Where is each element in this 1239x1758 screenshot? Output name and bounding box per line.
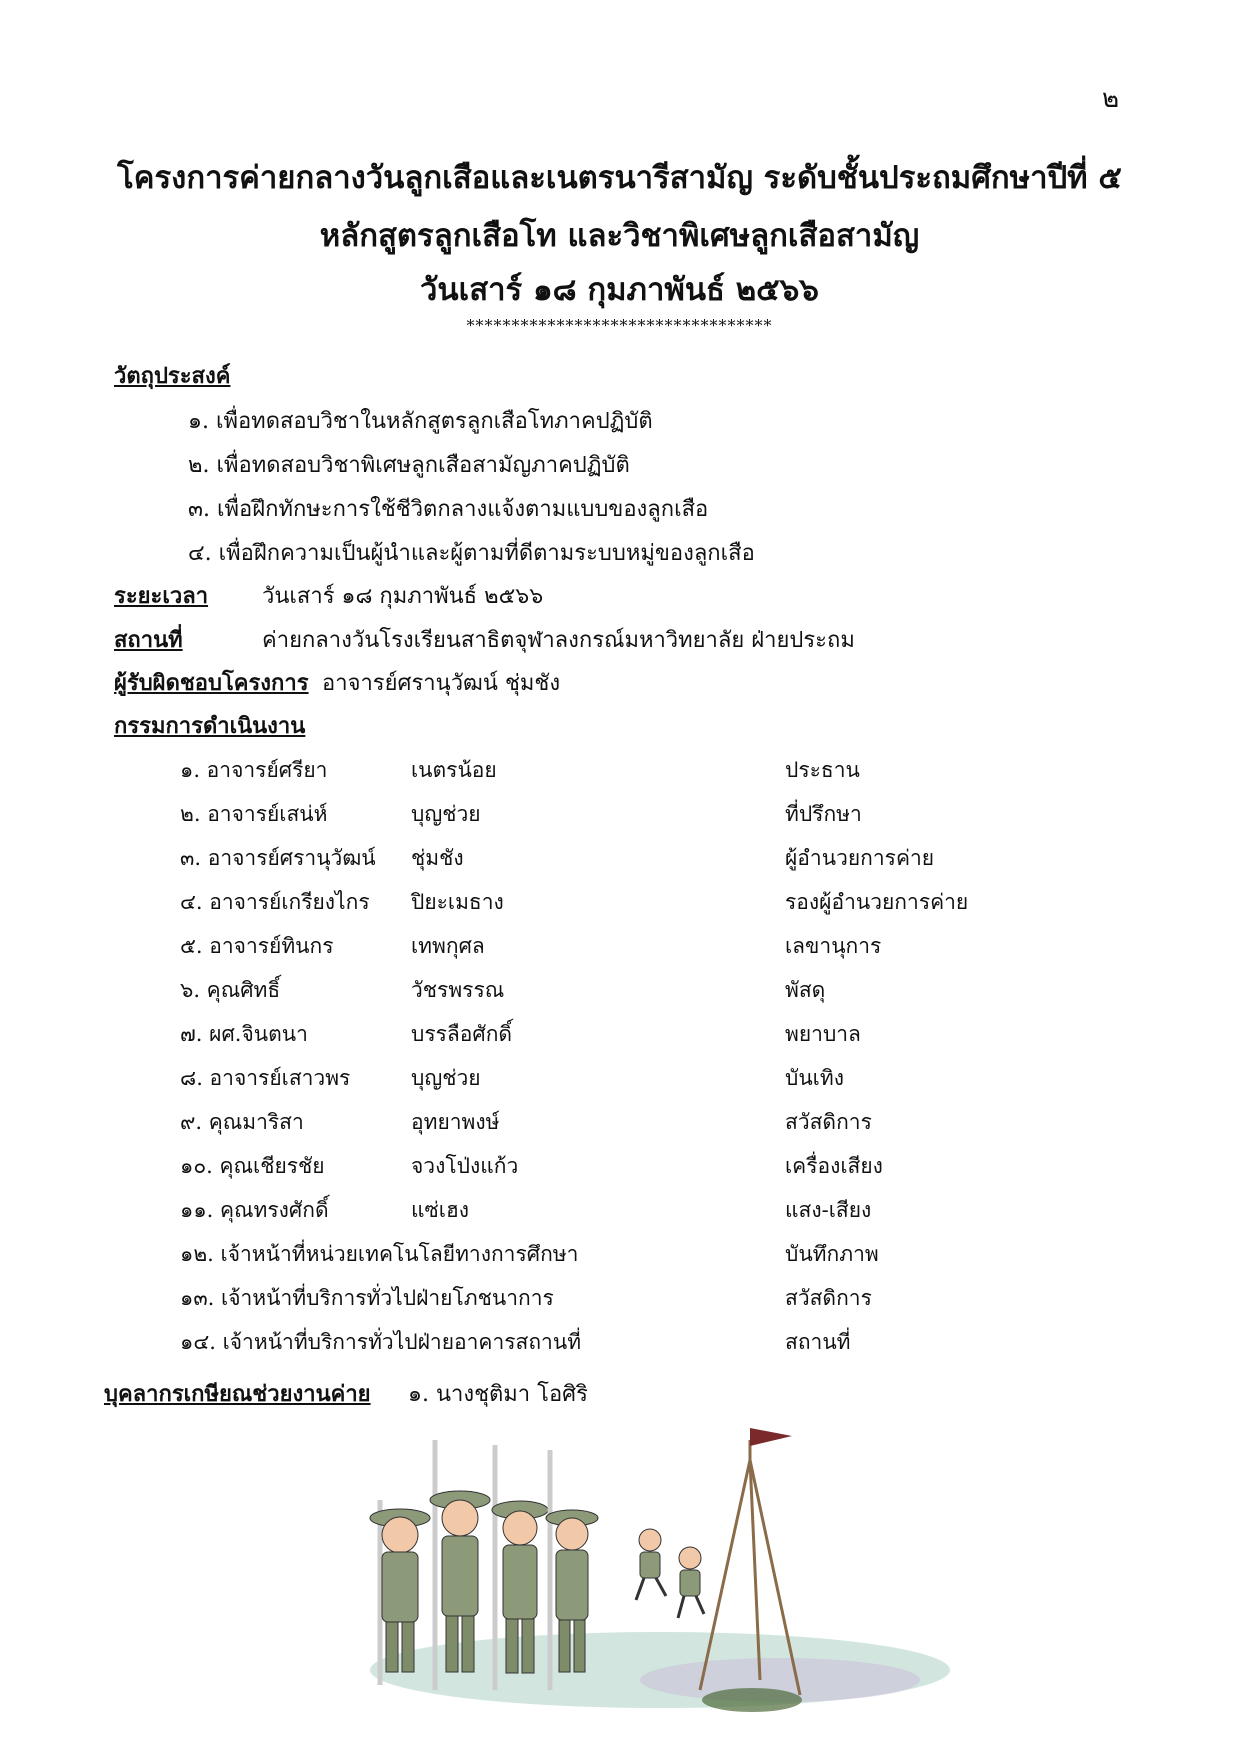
member-role: สวัสดิการ [785, 1286, 872, 1310]
member-role: พยาบาล [785, 1022, 861, 1046]
member-role: ผู้อำนวยการค่าย [785, 846, 935, 870]
retired-staff-value: ๑. นางชุติมา โอศิริ [408, 1382, 588, 1407]
responsible-label: ผู้รับผิดชอบโครงการ [114, 670, 309, 696]
committee-row [180, 1238, 1040, 1270]
member-surname: ชุ่มชัง [411, 846, 464, 870]
title-line-3: วันเสาร์ ๑๘ กุมภาพันธ์ ๒๕๖๖ [420, 272, 819, 308]
running-scout-icon [678, 1547, 704, 1618]
committee-row [180, 930, 1040, 962]
member-role: แสง-เสียง [785, 1198, 872, 1222]
member-role: พัสดุ [785, 978, 826, 1002]
objective-item: ๒. เพื่อทดสอบวิชาพิเศษลูกเสือสามัญภาคปฏิบัติ [188, 453, 630, 478]
member-name: ๑๔. เจ้าหน้าที่บริการทั่วไปฝ่ายอาคารสถานที่ [180, 1330, 582, 1354]
title-line-1: โครงการค่ายกลางวันลูกเสือและเนตรนารีสามัญ ระดับชั้นประถมศึกษาปีที่ ๕ [117, 160, 1122, 196]
member-role: เลขานุการ [785, 934, 882, 958]
committee-row [180, 798, 1040, 830]
committee-row [180, 842, 1040, 874]
committee-row [180, 974, 1040, 1006]
member-name: ๖. คุณศิทธิ์ [180, 978, 281, 1002]
member-surname: บุญช่วย [411, 1066, 481, 1090]
separator: ********************************** [466, 316, 773, 335]
objective-item: ๔. เพื่อฝึกความเป็นผู้นำและผู้ตามที่ดีตามระบบหมู่ของลูกเสือ [188, 541, 755, 566]
committee-row [180, 1282, 1040, 1314]
scouts-illustration [360, 1400, 950, 1720]
member-surname: บุญช่วย [411, 802, 481, 826]
member-role: รองผู้อำนวยการค่าย [785, 890, 969, 914]
member-name: ๑๓. เจ้าหน้าที่บริการทั่วไปฝ่ายโภชนาการ [180, 1286, 554, 1310]
committee-row [180, 1062, 1040, 1094]
member-role: บันเทิง [785, 1066, 844, 1090]
member-name: ๙. คุณมาริสา [180, 1110, 304, 1134]
member-name: ๓. อาจารย์ศรานุวัฒน์ [180, 846, 376, 870]
member-surname: เนตรน้อย [411, 758, 497, 782]
committee-row [180, 754, 1040, 786]
member-role: ที่ปรึกษา [785, 802, 862, 826]
committee-row [180, 886, 1040, 918]
objectives-label: วัตถุประสงค์ [114, 363, 231, 389]
title-line-2: หลักสูตรลูกเสือโท และวิชาพิเศษลูกเสือสามัญ [319, 218, 920, 254]
member-surname: อุทยาพงษ์ [411, 1110, 500, 1134]
member-name: ๗. ผศ.จินตนา [180, 1022, 308, 1046]
retired-staff-label: บุคลากรเกษียณช่วยงานค่าย [104, 1381, 371, 1407]
member-name: ๒. อาจารย์เสน่ห์ [180, 802, 328, 826]
member-surname: เทพกุศล [411, 934, 485, 958]
member-name: ๕. อาจารย์ทินกร [180, 934, 334, 958]
member-surname: บรรลือศักดิ์ [411, 1022, 513, 1046]
member-surname: วัชรพรรณ [411, 978, 505, 1002]
member-name: ๑. อาจารย์ศรียา [180, 758, 328, 782]
member-name: ๑๐. คุณเชียรชัย [180, 1154, 325, 1178]
member-role: เครื่องเสียง [785, 1154, 883, 1178]
running-scout-icon [636, 1529, 666, 1600]
committee-row [180, 1106, 1040, 1138]
member-role: สถานที่ [785, 1330, 851, 1354]
objective-item: ๓. เพื่อฝึกทักษะการใช้ชีวิตกลางแจ้งตามแบบของลูกเสือ [188, 497, 709, 522]
committee-row [180, 1194, 1040, 1226]
objective-item: ๑. เพื่อทดสอบวิชาในหลักสูตรลูกเสือโทภาคปฏิบัติ [188, 409, 653, 434]
member-name: ๘. อาจารย์เสาวพร [180, 1066, 351, 1090]
member-name: ๔. อาจารย์เกรียงไกร [180, 890, 370, 914]
venue-label: สถานที่ [114, 627, 183, 653]
member-surname: ปิยะเมธาง [411, 890, 504, 914]
member-surname: แซ่เฮง [411, 1198, 470, 1222]
page-number: ๒ [1102, 84, 1120, 114]
member-role: สวัสดิการ [785, 1110, 872, 1134]
member-role: บันทึกภาพ [785, 1242, 879, 1266]
committee-row [180, 1150, 1040, 1182]
member-name: ๑๒. เจ้าหน้าที่หน่วยเทคโนโลยีทางการศึกษา [180, 1242, 579, 1266]
committee-row [180, 1326, 1040, 1358]
committee-row [180, 1018, 1040, 1050]
responsible-value: อาจารย์ศรานุวัฒน์ ชุ่มชัง [322, 671, 561, 696]
duration-value: วันเสาร์ ๑๘ กุมภาพันธ์ ๒๕๖๖ [262, 584, 544, 609]
duration-label: ระยะเวลา [114, 583, 209, 609]
member-role: ประธาน [785, 758, 860, 782]
committee-label: กรรมการดำเนินงาน [114, 713, 306, 739]
member-name: ๑๑. คุณทรงศักดิ์ [180, 1198, 329, 1222]
venue-value: ค่ายกลางวันโรงเรียนสาธิตจุฬาลงกรณ์มหาวิทยาลัย ฝ่ายประถม [262, 628, 855, 653]
member-surname: จวงโป่งแก้ว [411, 1154, 519, 1178]
